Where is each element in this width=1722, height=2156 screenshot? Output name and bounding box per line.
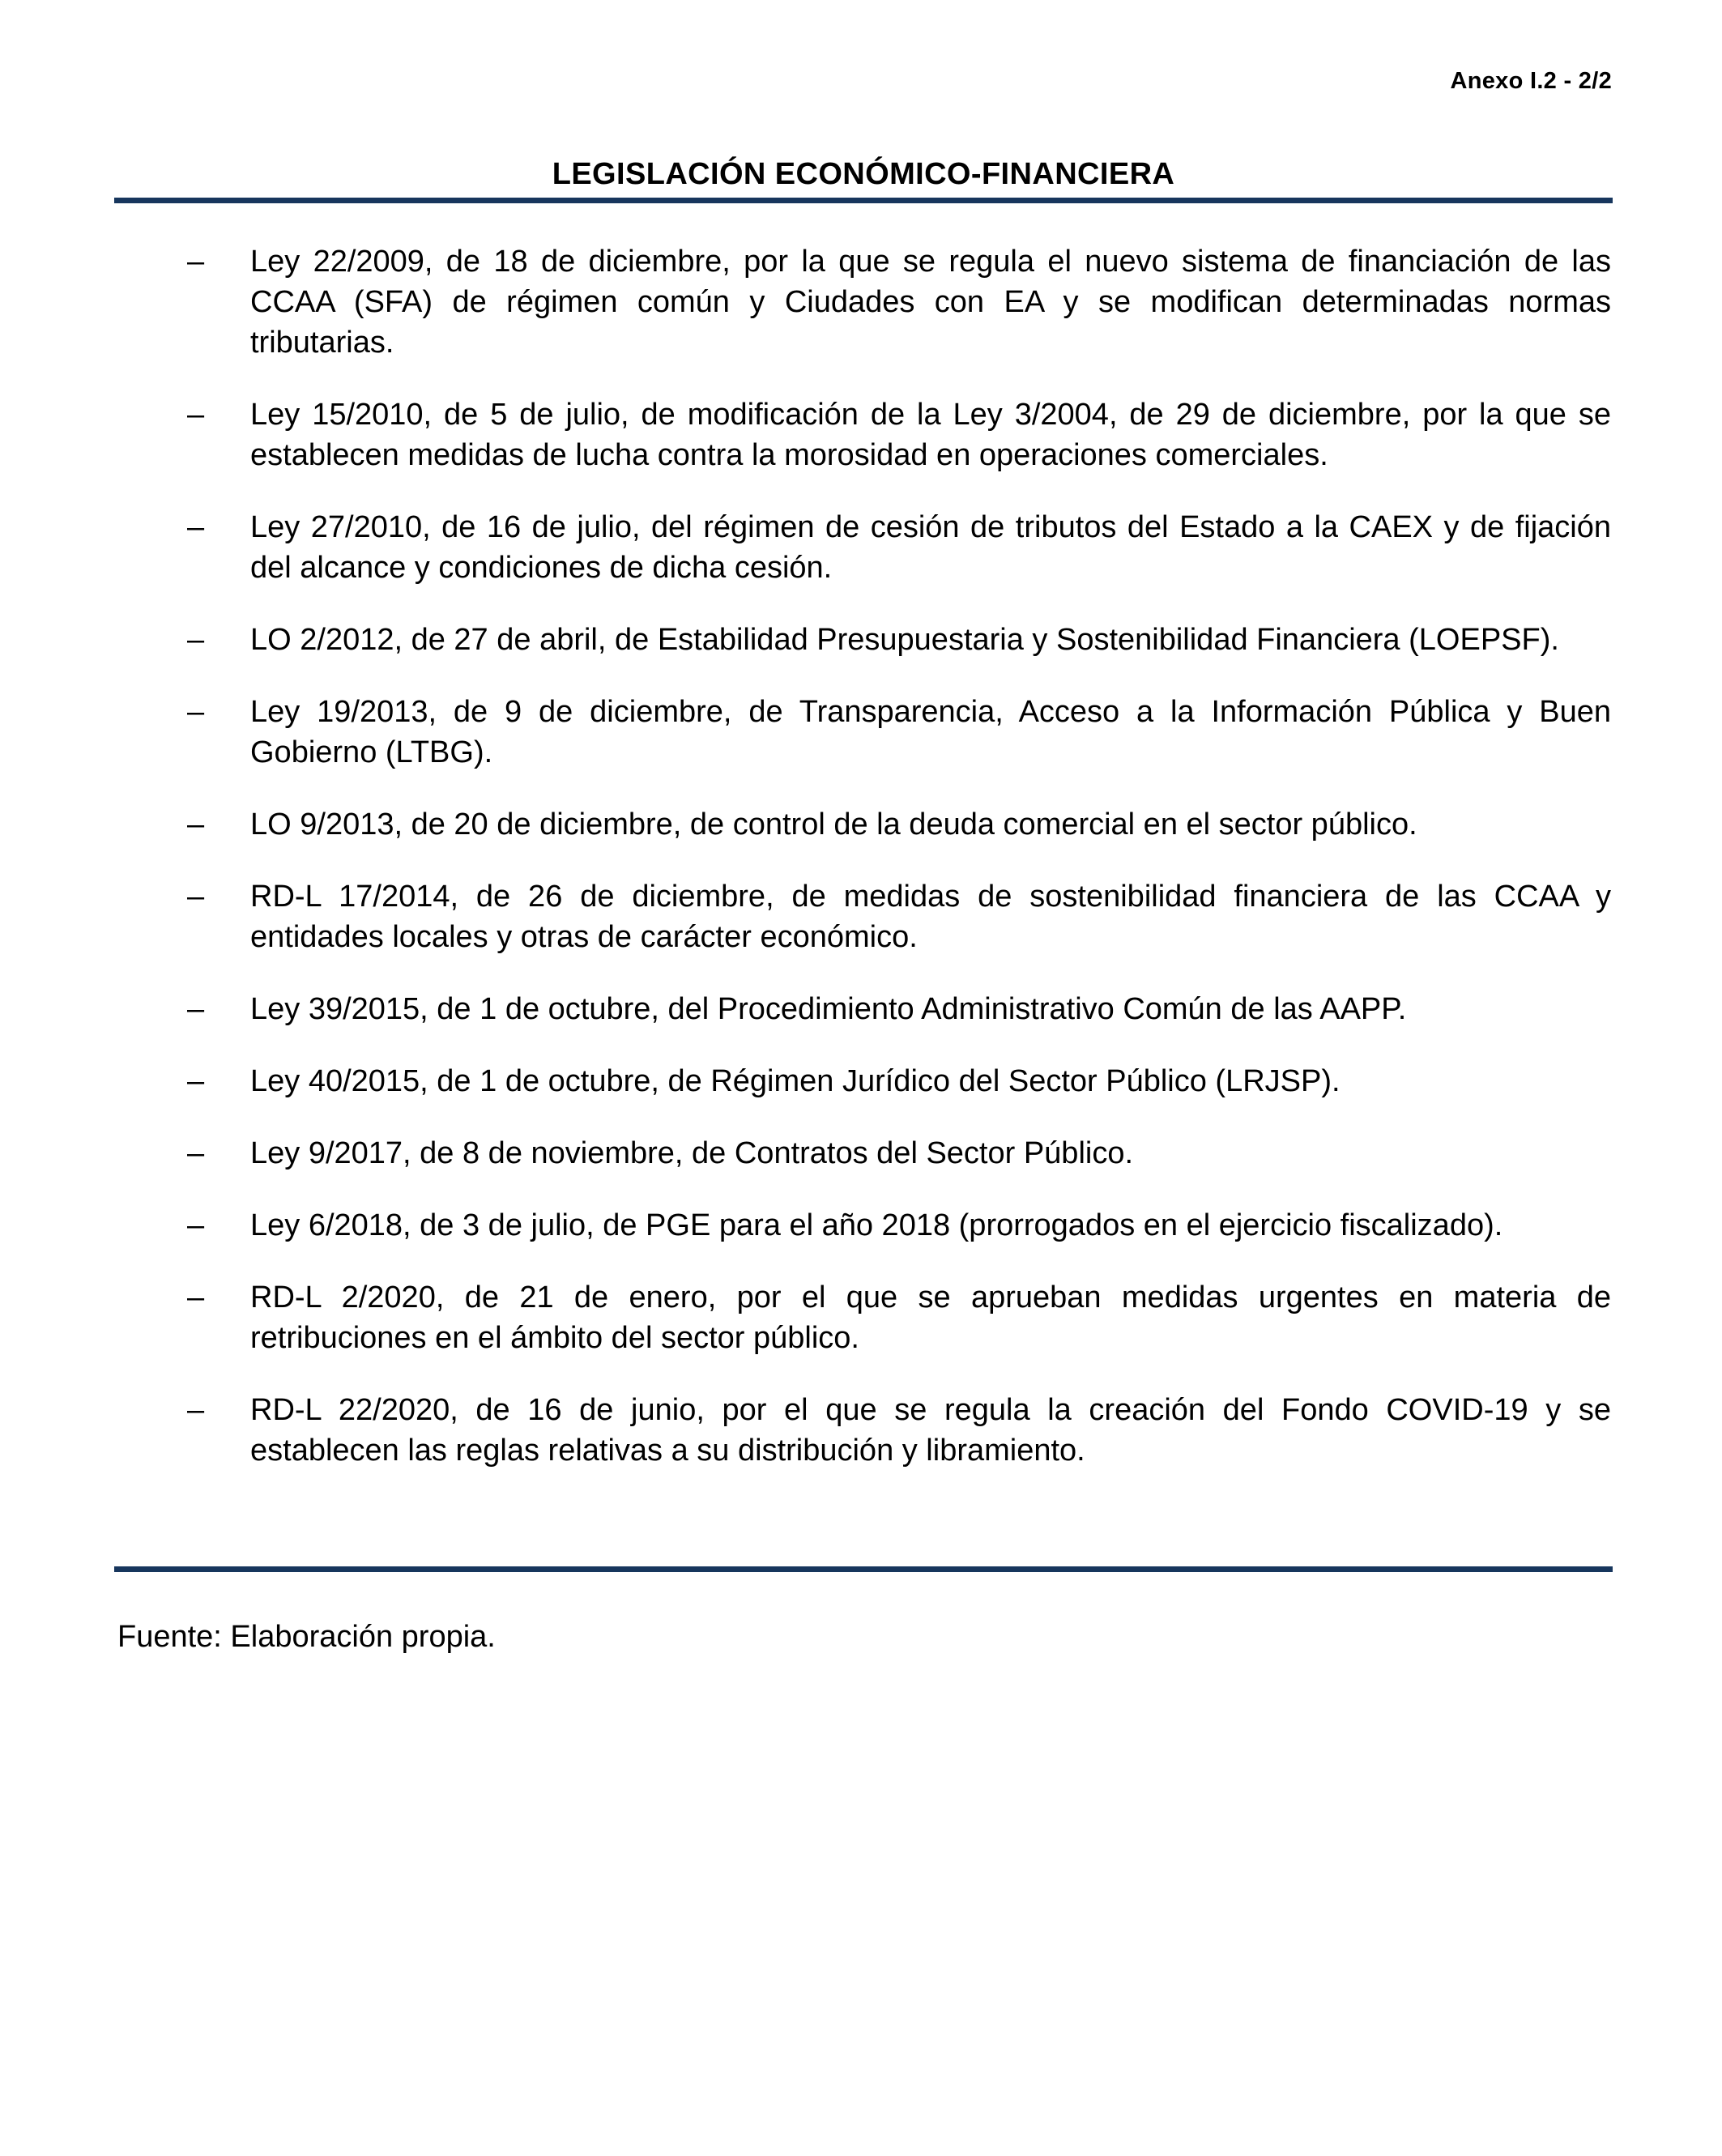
list-item-text: LO 9/2013, de 20 de diciembre, de control de la deuda comercial en el sector público.	[250, 807, 1417, 842]
list-item	[114, 876, 1613, 957]
dash-bullet: –	[187, 807, 205, 842]
list-item	[114, 804, 1613, 845]
list-item	[114, 241, 1613, 363]
list-item-text: RD-L 2/2020, de 21 de enero, por el que se aprueban medidas urgentes en materia de retribuciones en el ámbito del sector público.	[250, 1280, 1611, 1355]
list-item-text: Ley 15/2010, de 5 de julio, de modificación de la Ley 3/2004, de 29 de diciembre, por la que se establecen medidas de lucha contra la morosidad en operaciones comerciales.	[250, 398, 1611, 472]
list-item	[114, 507, 1613, 588]
bottom-rule	[114, 1566, 1613, 1572]
dash-bullet: –	[187, 1280, 205, 1314]
list-item	[114, 692, 1613, 773]
list-item-text: Ley 19/2013, de 9 de diciembre, de Transparencia, Acceso a la Información Pública y Buen Gobierno (LTBG).	[250, 695, 1611, 769]
list-item-text: Ley 9/2017, de 8 de noviembre, de Contratos del Sector Público.	[250, 1136, 1134, 1170]
list-item	[114, 989, 1613, 1029]
list-item	[114, 1061, 1613, 1101]
page-title: LEGISLACIÓN ECONÓMICO-FINANCIERA	[552, 157, 1175, 191]
dash-bullet: –	[187, 245, 205, 279]
dash-bullet: –	[187, 1208, 205, 1242]
list-item	[114, 1277, 1613, 1358]
dash-bullet: –	[187, 1064, 205, 1098]
list-item-text: RD-L 17/2014, de 26 de diciembre, de medidas de sostenibilidad financiera de las CCAA y entidades locales y otras de carácter económico.	[250, 880, 1611, 954]
dash-bullet: –	[187, 623, 205, 657]
list-item	[114, 394, 1613, 475]
annex-label: Anexo I.2 - 2/2	[1450, 68, 1612, 94]
list-item-text: Ley 39/2015, de 1 de octubre, del Procedimiento Administrativo Común de las AAPP.	[250, 992, 1407, 1026]
dash-bullet: –	[187, 398, 205, 432]
dash-bullet: –	[187, 880, 205, 914]
list-item-text: Ley 6/2018, de 3 de julio, de PGE para el año 2018 (prorrogados en el ejercicio fiscalizado).	[250, 1208, 1503, 1242]
dash-bullet: –	[187, 992, 205, 1026]
list-item-text: RD-L 22/2020, de 16 de junio, por el que se regula la creación del Fondo COVID-19 y se establecen las reglas relativas a su distribución y libramiento.	[250, 1393, 1611, 1468]
dash-bullet: –	[187, 510, 205, 544]
list-item	[114, 1205, 1613, 1246]
list-item	[114, 1390, 1613, 1471]
legislation-list	[114, 241, 1613, 1502]
dash-bullet: –	[187, 695, 205, 729]
list-item-text: Ley 40/2015, de 1 de octubre, de Régimen Jurídico del Sector Público (LRJSP).	[250, 1064, 1341, 1098]
list-item-text: LO 2/2012, de 27 de abril, de Estabilidad Presupuestaria y Sostenibilidad Financiera (LOEPSF).	[250, 623, 1559, 657]
dash-bullet: –	[187, 1136, 205, 1170]
list-item	[114, 1133, 1613, 1174]
dash-bullet: –	[187, 1393, 205, 1427]
list-item-text: Ley 27/2010, de 16 de julio, del régimen de cesión de tributos del Estado a la CAEX y de fijación del alcance y condiciones de dicha cesión.	[250, 510, 1611, 585]
list-item	[114, 620, 1613, 660]
top-rule	[114, 198, 1613, 203]
list-item-text: Ley 22/2009, de 18 de diciembre, por la que se regula el nuevo sistema de financiación de las CCAA (SFA) de régimen común y Ciudades con EA y se modifican determinadas normas tributarias.	[250, 245, 1611, 360]
source-note: Fuente: Elaboración propia.	[117, 1620, 496, 1654]
